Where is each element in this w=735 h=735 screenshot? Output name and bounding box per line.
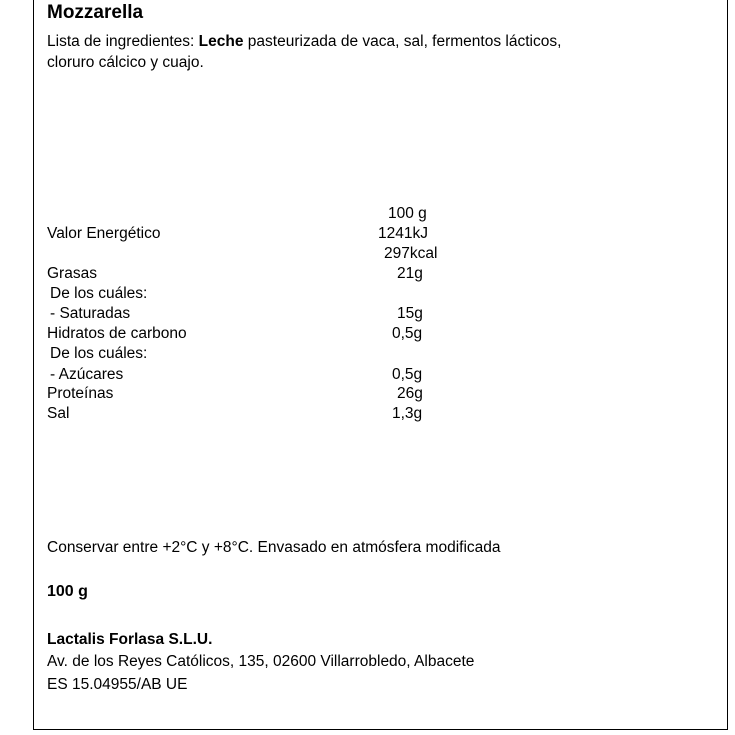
- storage-instructions: Conservar entre +2°C y +8°C. Envasado en atmósfera modificada: [47, 539, 501, 556]
- ingredients-block: [47, 31, 561, 73]
- nutrition-label: Grasas: [47, 265, 97, 282]
- ingredient-allergen: Leche: [198, 33, 244, 50]
- nutrition-label: Valor Energético: [47, 225, 161, 242]
- ingredients-line2: cloruro cálcico y cuajo.: [47, 54, 204, 71]
- health-mark: ES 15.04955/AB UE: [47, 676, 188, 693]
- nutrition-label: Hidratos de carbono: [47, 325, 187, 342]
- nutrition-label: - Azúcares: [50, 366, 124, 383]
- nutrition-value: 21g: [397, 265, 423, 282]
- nutrition-value: 0,5g: [392, 366, 423, 383]
- company-address: Av. de los Reyes Católicos, 135, 02600 Villarrobledo, Albacete: [47, 653, 475, 670]
- company-name: Lactalis Forlasa S.L.U.: [47, 631, 213, 648]
- net-weight: 100 g: [47, 583, 88, 600]
- nutrition-label: Proteínas: [47, 385, 114, 402]
- ingredients-line1: pasteurizada de vaca, sal, fermentos lácticos,: [247, 33, 562, 50]
- nutrition-label: De los cuáles:: [50, 285, 148, 302]
- nutrition-label: - Saturadas: [50, 305, 131, 322]
- nutrition-label: De los cuáles:: [50, 345, 148, 362]
- nutrition-label: Sal: [47, 405, 70, 422]
- nutrition-value: 1,3g: [392, 405, 423, 422]
- product-name: Mozzarella: [47, 2, 144, 23]
- ingredients-label: Lista de ingredientes:: [47, 33, 195, 50]
- nutrition-value: 297kcal: [384, 245, 438, 262]
- label-frame: [33, 0, 728, 730]
- nutrition-value: 0,5g: [392, 325, 423, 342]
- nutrition-value: 1241kJ: [378, 225, 428, 242]
- nutrition-value: 26g: [397, 385, 423, 402]
- nutrition-header: 100 g: [388, 205, 427, 222]
- nutrition-value: 15g: [397, 305, 423, 322]
